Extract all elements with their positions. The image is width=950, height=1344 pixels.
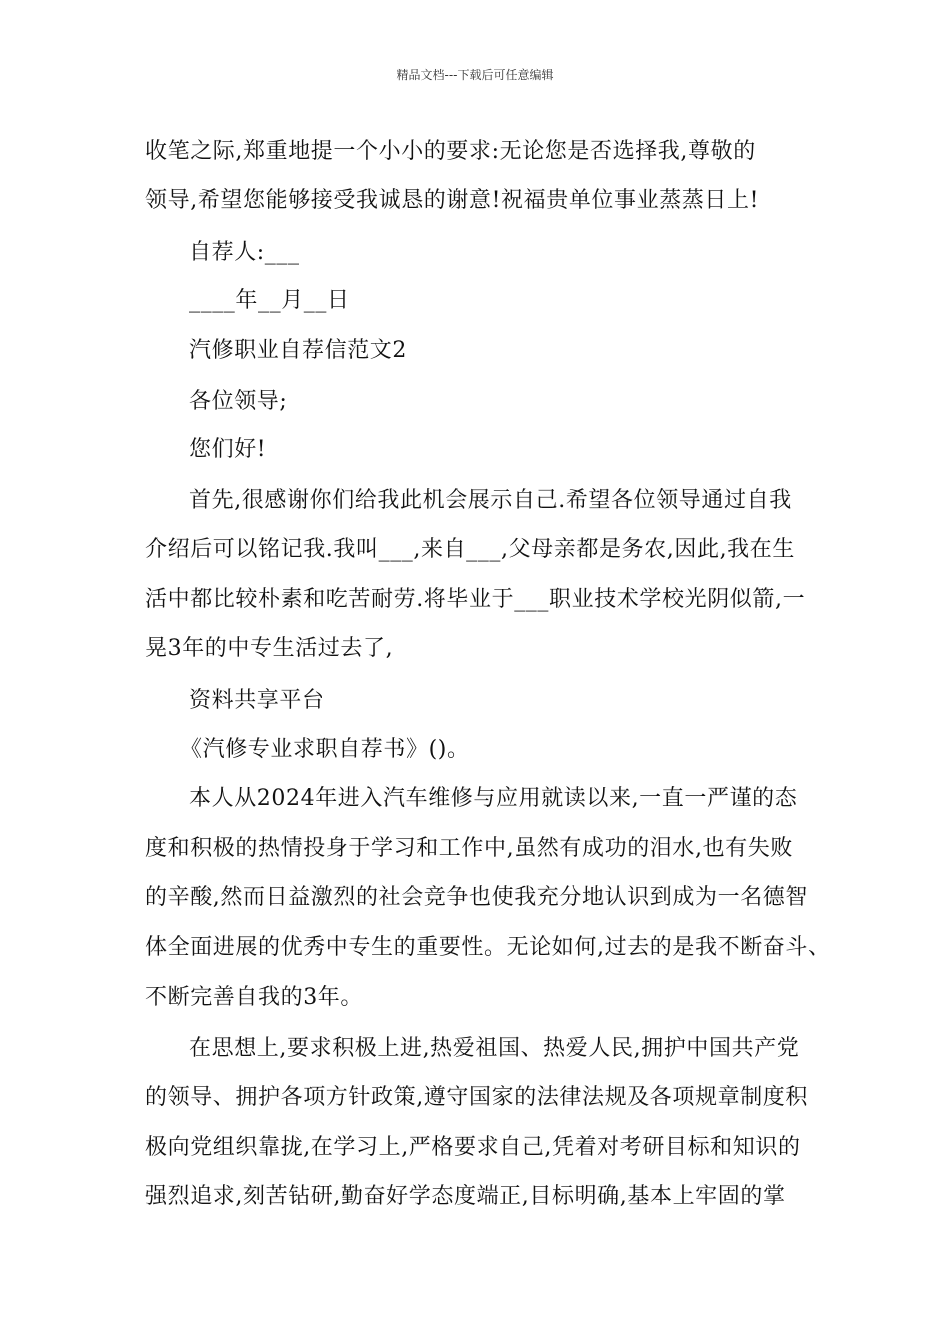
text-line: 的领导、拥护各项方针政策,遵守国家的法律法规及各项规章制度积 (145, 1085, 808, 1110)
text-line: 领导,希望您能够接受我诚恳的谢意!祝福贵单位事业蒸蒸日上! (145, 188, 760, 213)
text-line: 度和积极的热情投身于学习和工作中,虽然有成功的泪水,也有失败 (145, 836, 793, 861)
text-line: 在思想上,要求积极上进,热爱祖国、热爱人民,拥护中国共产党 (189, 1036, 800, 1061)
text-line: 强烈追求,刻苦钻研,勤奋好学态度端正,目标明确,基本上牢固的掌 (145, 1184, 786, 1209)
page-header: 精品文档---下载后可任意编辑 (396, 68, 554, 82)
greeting-line: 各位领导; (189, 389, 288, 414)
text-line: 资料共享平台 (189, 688, 325, 713)
text-line: 本人从2024年进入汽车维修与应用就读以来,一直一严谨的态 (189, 786, 798, 811)
text-line: 不断完善自我的3年。 (145, 985, 363, 1010)
date-line: ____年__月__日 (189, 288, 350, 313)
text-line: 《汽修专业求职自荐书》()。 (180, 737, 470, 762)
text-line: 活中都比较朴素和吃苦耐劳.将毕业于___职业技术学校光阴似箭,一 (145, 587, 806, 612)
section-title: 汽修职业自荐信范文2 (189, 338, 407, 363)
text-line: 的辛酸,然而日益激烈的社会竞争也使我充分地认识到成为一名德智 (145, 885, 808, 910)
text-line: 晃3年的中专生活过去了, (145, 636, 394, 661)
text-line: 首先,很感谢你们给我此机会展示自己.希望各位领导通过自我 (189, 488, 792, 513)
text-line: 收笔之际,郑重地提一个小小的要求:无论您是否选择我,尊敬的 (145, 139, 756, 164)
signature-line: 自荐人:___ (189, 240, 300, 265)
text-line: 体全面进展的优秀中专生的重要性。无论如何,过去的是我不断奋斗、 (145, 935, 831, 960)
greeting-line: 您们好! (189, 437, 267, 462)
text-line: 介绍后可以铭记我.我叫___,来自___,父母亲都是务农,因此,我在生 (145, 537, 795, 562)
text-line: 极向党组织靠拢,在学习上,严格要求自己,凭着对考研目标和知识的 (145, 1135, 801, 1160)
